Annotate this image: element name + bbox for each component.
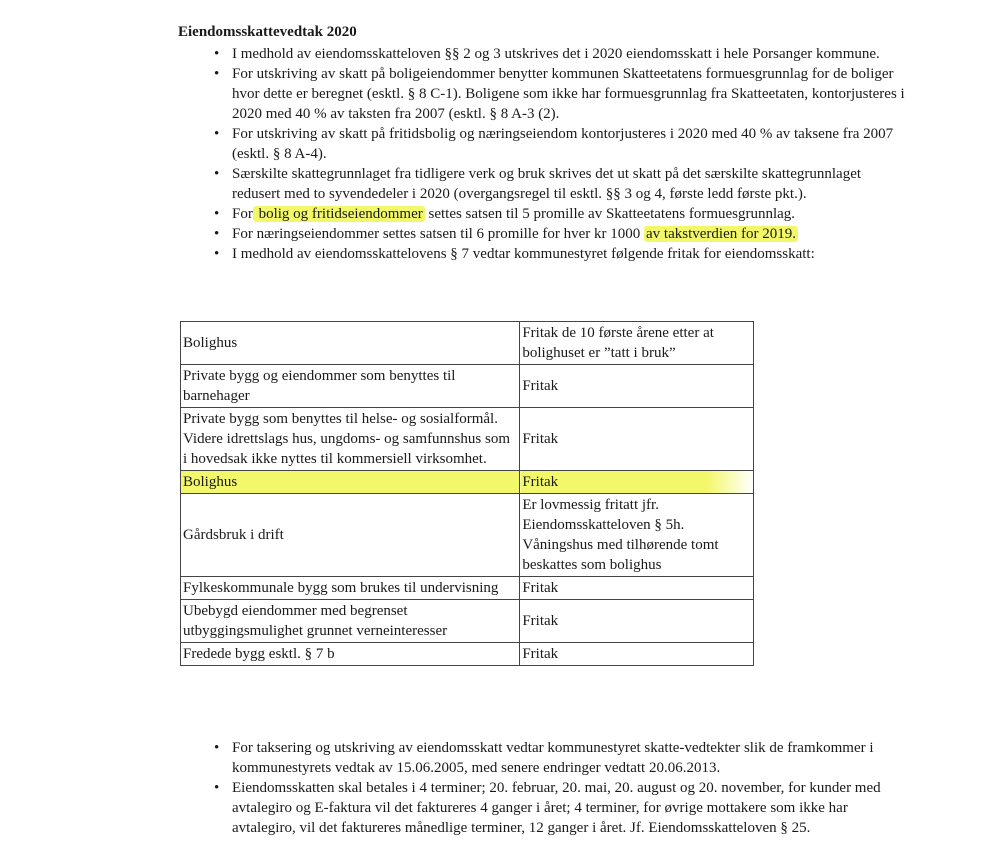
table-row xyxy=(181,643,754,666)
bullet-text: I medhold av eiendomsskattelovens § 7 vedtar kommunestyret følgende fritak for eiendomsskatt: xyxy=(232,246,815,262)
bullet-item xyxy=(212,778,912,838)
exemption-cell: Fritak xyxy=(520,600,754,643)
bullet-item xyxy=(212,224,912,244)
exemption-cell: Fritak xyxy=(520,408,754,471)
bullet-text: Særskilte skattegrunnlaget fra tidligere verk og bruk skrives det ut skatt på det særskilte skattegrunnlaget redusert med to syvendedeler i 2020 (overgangsregel til esktl. §§ 3 og 4, første ledd første pkt.). xyxy=(232,166,862,202)
exemption-table xyxy=(180,321,754,666)
bullet-text-pre: For næringseiendommer settes satsen til 6 promille for hver kr 1000 xyxy=(232,226,645,242)
exemption-cell: Fritak de 10 første årene etter at bolighuset er ”tatt i bruk” xyxy=(520,322,754,365)
table-row xyxy=(181,600,754,643)
bullet-item xyxy=(212,124,912,164)
property-cell: Private bygg og eiendommer som benyttes til barnehager xyxy=(181,365,520,408)
bullet-item xyxy=(212,204,912,224)
exemption-cell: Er lovmessig fritatt jfr. Eiendomsskatteloven § 5h. Våningshus med tilhørende tomt beskattes som bolighus xyxy=(520,494,754,577)
property-cell: Private bygg som benyttes til helse- og sosialformål. Videre idrettslags hus, ungdoms- og samfunnshus som i hovedsak ikke nyttes til kommersiell virksomhet. xyxy=(181,408,520,471)
bottom-bullet-list xyxy=(212,738,912,838)
table-row xyxy=(181,408,754,471)
bullet-text: Eiendomsskatten skal betales i 4 terminer; 20. februar, 20. mai, 20. august og 20. november, for kunder med avtalegiro og E-faktura vil det faktureres 4 ganger i året; 4 terminer, for øvrige mottakere som ikke har avtalegiro, vil det faktureres månedlige terminer, 12 ganger i året. Jf. Eiendomsskatteloven § 25. xyxy=(232,780,881,836)
exemption-cell: Fritak xyxy=(520,365,754,408)
exemption-cell: Fritak xyxy=(520,577,754,600)
property-cell: Fredede bygg esktl. § 7 b xyxy=(181,643,520,666)
property-cell: Ubebygd eiendommer med begrenset utbyggingsmulighet grunnet verneinteresser xyxy=(181,600,520,643)
table-row xyxy=(181,577,754,600)
highlighted-text: av takstverdien for 2019. xyxy=(646,226,796,242)
bullet-item xyxy=(212,244,912,264)
document-title: Eiendomsskattevedtak 2020 xyxy=(178,24,357,40)
table-row xyxy=(181,494,754,577)
table-row-highlighted xyxy=(181,471,754,494)
property-cell: Bolighus xyxy=(181,471,520,494)
bullet-text: For taksering og utskriving av eiendomsskatt vedtar kommunestyret skatte-vedtekter slik de framkommer i kommunestyrets vedtak av 15.06.2005, med senere endringer vedtatt 20.06.2013. xyxy=(232,740,874,776)
bullet-text: For utskriving av skatt på fritidsbolig og næringseiendom kontorjusteres i 2020 med 40 % av taksene fra 2007 (esktl. § 8 A-4). xyxy=(232,126,894,162)
bullet-item xyxy=(212,738,912,778)
bullet-item xyxy=(212,64,912,124)
bullet-text-pre: For xyxy=(232,206,253,222)
property-cell: Bolighus xyxy=(181,322,520,365)
bullet-item xyxy=(212,44,912,64)
exemption-cell: Fritak xyxy=(520,643,754,666)
table-row xyxy=(181,365,754,408)
property-cell: Gårdsbruk i drift xyxy=(181,494,520,577)
table-row xyxy=(181,322,754,365)
bullet-text: I medhold av eiendomsskatteloven §§ 2 og 3 utskrives det i 2020 eiendomsskatt i hele Porsanger kommune. xyxy=(232,46,880,62)
bullet-text-post: settes satsen til 5 promille av Skatteetatens formuesgrunnlag. xyxy=(424,206,796,222)
bullet-item xyxy=(212,164,912,204)
bullet-text: For utskriving av skatt på boligeiendommer benytter kommunen Skatteetatens formuesgrunnlag for de boliger hvor dette er beregnet (esktl. § 8 C-1). Boligene som ikke har formuesgrunnlag fra Skatteetaten, kontorjusteres i 2020 med 40 % av taksten fra 2007 (esktl. § 8 A-3 (2). xyxy=(232,66,905,122)
top-bullet-list xyxy=(212,44,912,264)
highlighted-text: bolig og fritidseiendommer xyxy=(254,206,423,222)
exemption-cell: Fritak xyxy=(520,471,754,494)
property-cell: Fylkeskommunale bygg som brukes til undervisning xyxy=(181,577,520,600)
